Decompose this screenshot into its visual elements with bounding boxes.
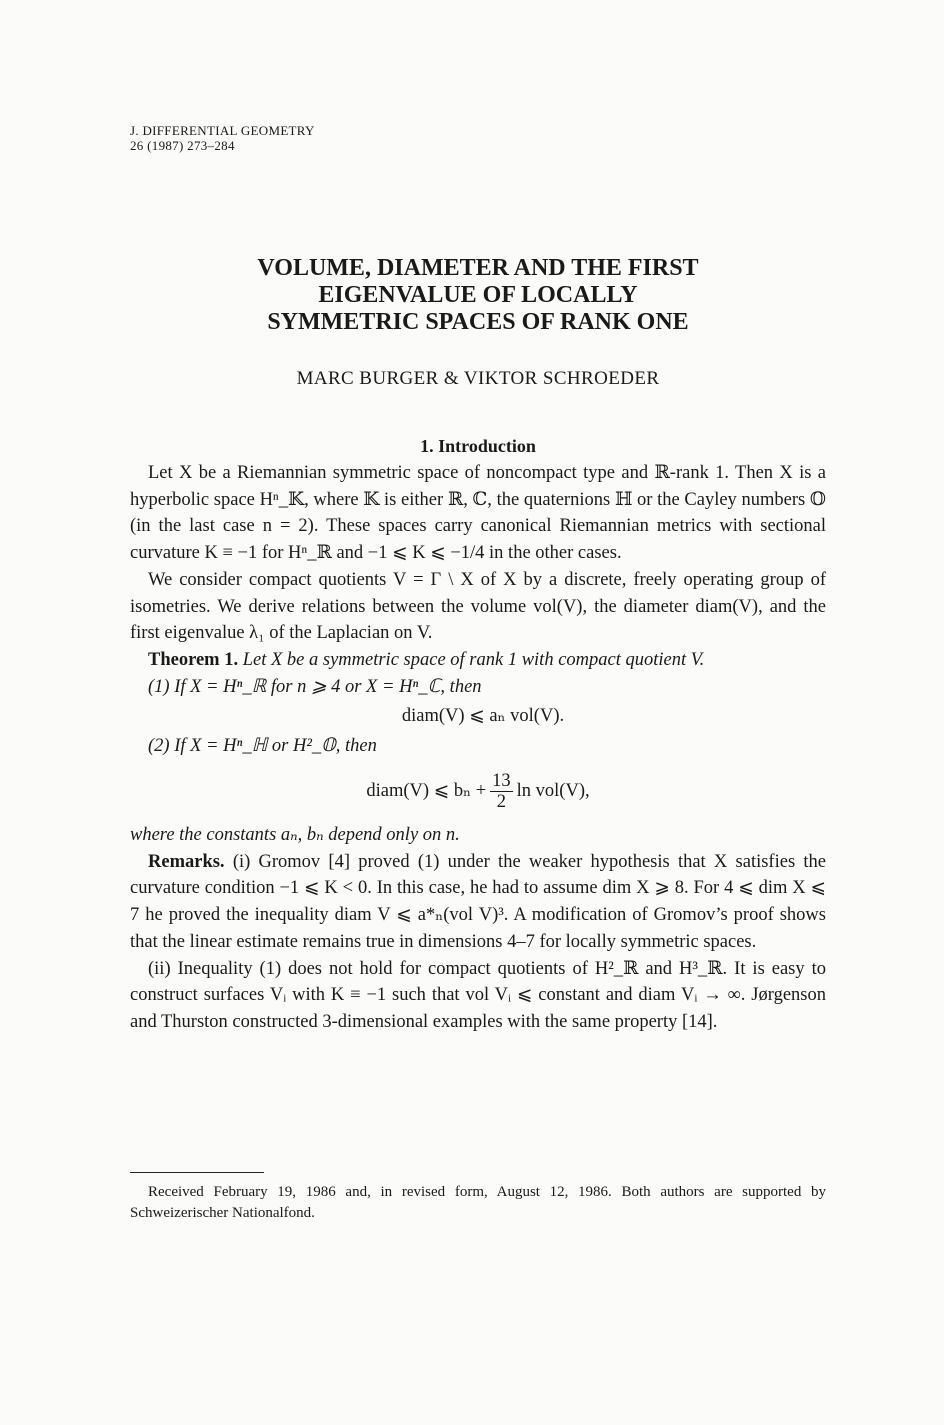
theorem-case-1: (1) If X = Hⁿ_ℝ for n ⩾ 4 or X = Hⁿ_ℂ, then: [148, 676, 482, 697]
fraction-numerator: 13: [492, 770, 511, 791]
theorem-case-2: (2) If X = Hⁿ_ℍ or H²_𝕆, then: [148, 736, 377, 757]
constants-note: where the constants aₙ, bₙ depend only on n.: [130, 825, 460, 846]
remark-1: [130, 849, 826, 956]
journal-header: [130, 123, 315, 153]
journal-citation: 26 (1987) 273–284: [130, 138, 235, 153]
fraction-denominator: 2: [496, 791, 507, 812]
journal-name: J. DIFFERENTIAL GEOMETRY: [130, 123, 315, 138]
remarks-label: Remarks.: [148, 851, 225, 872]
equation-1: diam(V) ⩽ aₙ vol(V).: [401, 706, 565, 727]
paragraph-quotients: We consider compact quotients V = Γ \ X of X by a discrete, freely operating group of isometries. We derive relations between the volume vol(V), the diameter diam(V), and the first eigenvalue λ₁ of the Laplacian on V.: [130, 569, 826, 644]
body-text: [130, 460, 826, 1036]
remark-1-text: (i) Gromov [4] proved (1) under the weaker hypothesis that X satisfies the curvature condition −1 ⩽ K < 0. In this case, he had to assume dim X ⩾ 8. For 4 ⩽ dim X ⩽ 7 he proved the inequality diam V ⩽ a*ₙ(vol V)³. A modification of Gromov’s proof shows that the linear estimate remains true in dimensions 4–7 for locally symmetric spaces.: [130, 851, 826, 952]
theorem-label: Theorem 1.: [148, 649, 239, 670]
authors: MARC BURGER & VIKTOR SCHROEDER: [296, 368, 660, 389]
paper-title: [130, 255, 826, 336]
theorem-statement: [130, 647, 826, 674]
section-heading: 1. Introduction: [420, 436, 536, 456]
footnote: Received February 19, 1986 and, in revised form, August 12, 1986. Both authors are supported by Schweizerischer Nationalfond.: [130, 1184, 826, 1221]
title-line-1: VOLUME, DIAMETER AND THE FIRST: [257, 255, 699, 281]
paragraph-intro: Let X be a Riemannian symmetric space of noncompact type and ℝ-rank 1. Then X is a hyperbolic space Hⁿ_𝕂, where 𝕂 is either ℝ, ℂ, the quaternions ℍ or the Cayley numbers 𝕆 (in the last case n = 2). These spaces carry canonical Riemannian metrics with sectional curvature K ≡ −1 for Hⁿ_ℝ and −1 ⩽ K ⩽ −1/4 in the other cases.: [130, 463, 826, 564]
footnote-rule: [130, 1172, 264, 1173]
equation-2-right: ln vol(V),: [516, 780, 590, 801]
equation-2-left: diam(V) ⩽ bₙ +: [366, 780, 487, 801]
title-line-2: EIGENVALUE OF LOCALLY: [318, 282, 638, 308]
theorem-text: Let X be a symmetric space of rank 1 with compact quotient V.: [242, 649, 705, 670]
equation-2-fraction: [490, 771, 513, 812]
equation-2: [130, 760, 826, 822]
remark-2: (ii) Inequality (1) does not hold for compact quotients of H²_ℝ and H³_ℝ. It is easy to construct surfaces Vᵢ with K ≡ −1 such that vol Vᵢ ⩽ constant and diam Vᵢ → ∞. Jørgenson and Thurston constructed 3-dimensional examples with the same property [14].: [130, 958, 826, 1032]
title-line-3: SYMMETRIC SPACES OF RANK ONE: [267, 309, 689, 335]
